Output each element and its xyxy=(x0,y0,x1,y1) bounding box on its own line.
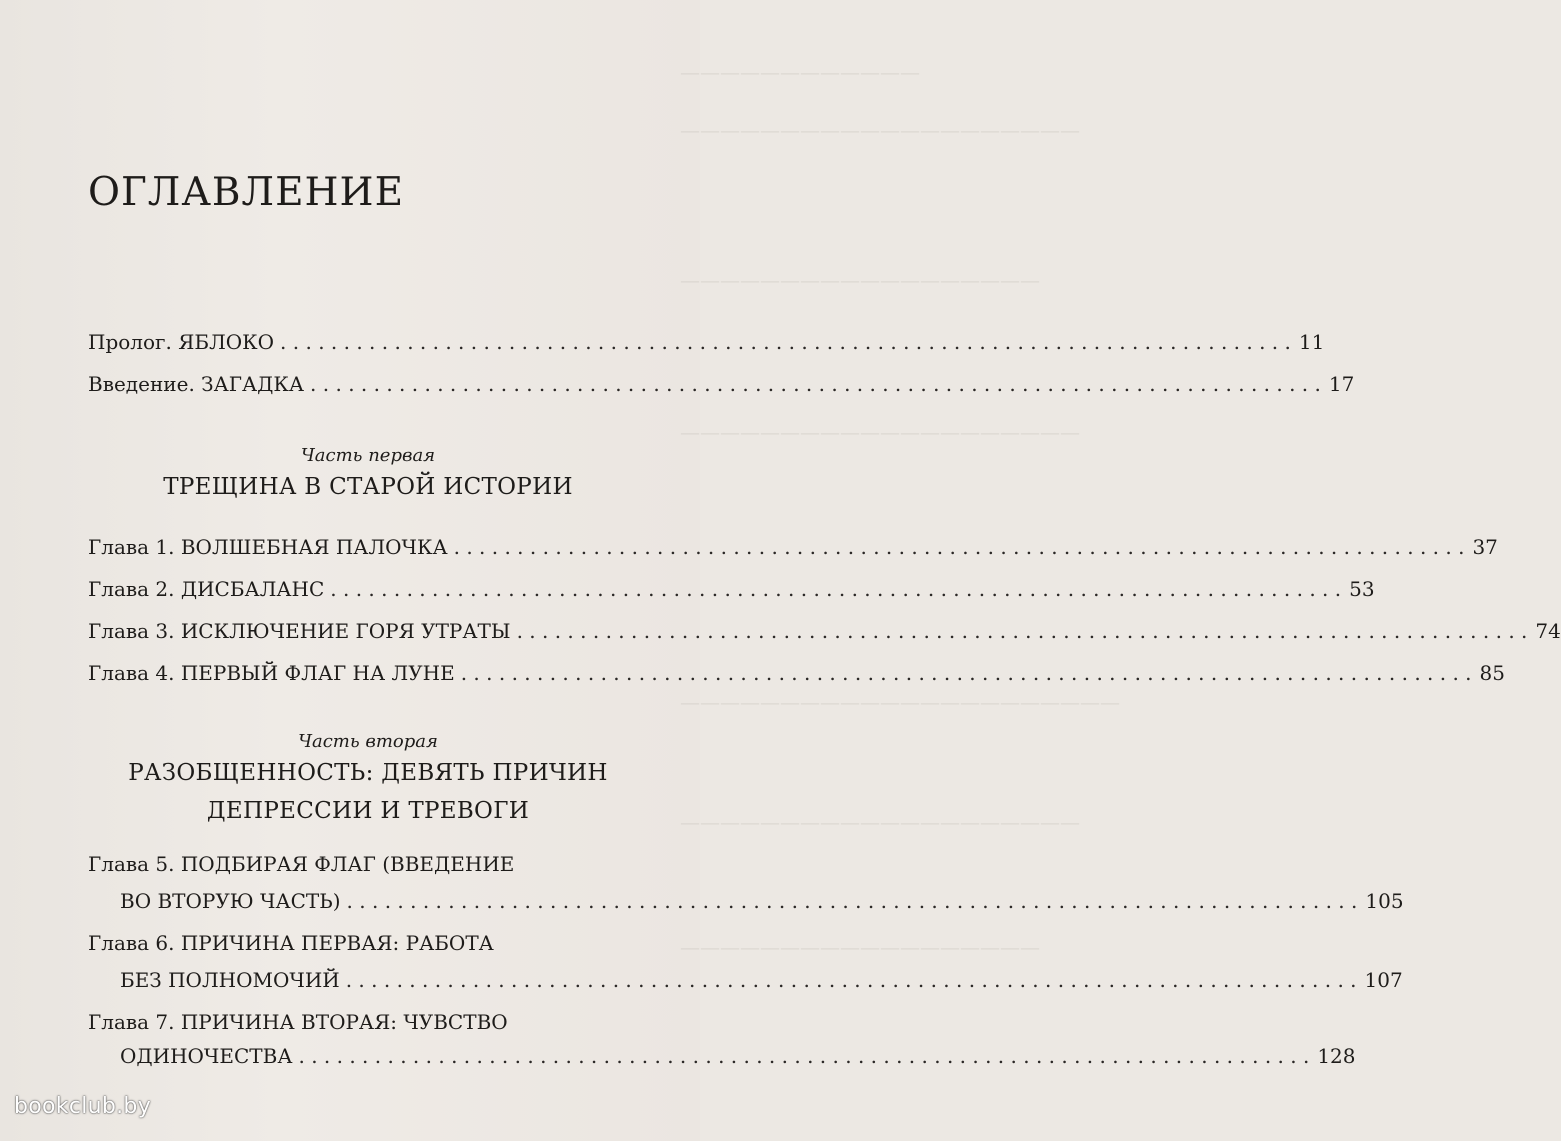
bleed-through-line: —————————————————— xyxy=(680,935,1040,959)
dot-leader xyxy=(310,372,1321,396)
bleed-through-line: ———————————— xyxy=(680,60,920,84)
toc-page-number: 17 xyxy=(1328,372,1355,396)
dot-leader xyxy=(461,661,1472,685)
toc-entry-label: Глава 2. ДИСБАЛАНС xyxy=(88,577,325,601)
toc-entry-chapter-5[interactable] xyxy=(120,889,1404,913)
part-two-label: Часть вторая xyxy=(298,731,438,752)
toc-page-number: 107 xyxy=(1364,968,1403,992)
dot-leader xyxy=(298,1044,1309,1068)
toc-entry-label: БЕЗ ПОЛНОМОЧИЙ xyxy=(120,968,340,992)
bleed-through-line: ———————————————————— xyxy=(680,118,1080,142)
page-title: ОГЛАВЛЕНИЕ xyxy=(88,170,405,215)
toc-page-number: 11 xyxy=(1298,330,1325,354)
toc-entry-chapter-7[interactable] xyxy=(120,1044,1356,1068)
bleed-through-line: —————————————————— xyxy=(680,268,1040,292)
toc-entry-label: Введение. ЗАГАДКА xyxy=(88,372,305,396)
toc-entry-label: Глава 4. ПЕРВЫЙ ФЛАГ НА ЛУНЕ xyxy=(88,661,455,685)
toc-entry-chapter-1[interactable] xyxy=(88,535,1498,559)
toc-entry-chapter-2[interactable] xyxy=(88,577,1375,601)
dot-leader xyxy=(330,577,1341,601)
toc-page-number: 128 xyxy=(1317,1044,1356,1068)
toc-entry-chapter-5-line-1[interactable]: Глава 5. ПОДБИРАЯ ФЛАГ (ВВЕДЕНИЕ xyxy=(88,852,515,876)
dot-leader xyxy=(347,889,1358,913)
part-two-title-line-2: ДЕПРЕССИИ И ТРЕВОГИ xyxy=(206,798,530,824)
toc-entry-chapter-3[interactable] xyxy=(88,619,1561,643)
toc-entry-chapter-7-line-1[interactable]: Глава 7. ПРИЧИНА ВТОРАЯ: ЧУВСТВО xyxy=(88,1010,508,1034)
toc-entry-label: Пролог. ЯБЛОКО xyxy=(88,330,275,354)
toc-page-number: 37 xyxy=(1472,535,1498,559)
dot-leader xyxy=(346,968,1357,992)
toc-entry-chapter-6[interactable] xyxy=(120,968,1403,992)
toc-entry-chapter-4[interactable] xyxy=(88,661,1505,685)
part-one-label: Часть первая xyxy=(300,445,436,466)
bleed-through-line: ———————————————————— xyxy=(680,810,1080,834)
bleed-through-line: ———————————————————— xyxy=(680,420,1080,444)
part-two-title-line-1: РАЗОБЩЕННОСТЬ: ДЕВЯТЬ ПРИЧИН xyxy=(128,760,608,786)
toc-entry-prologue[interactable] xyxy=(88,330,1325,354)
dot-leader xyxy=(280,330,1291,354)
toc-page-number: 74 xyxy=(1535,619,1561,643)
toc-entry-label: Глава 1. ВОЛШЕБНАЯ ПАЛОЧКА xyxy=(88,535,448,559)
dot-leader xyxy=(454,535,1465,559)
toc-entry-chapter-6-line-1[interactable]: Глава 6. ПРИЧИНА ПЕРВАЯ: РАБОТА xyxy=(88,931,494,955)
toc-page-number: 85 xyxy=(1479,661,1505,685)
toc-page-number: 53 xyxy=(1349,577,1375,601)
toc-page-number: 105 xyxy=(1365,889,1404,913)
toc-entry-introduction[interactable] xyxy=(88,372,1355,396)
part-one-title: ТРЕЩИНА В СТАРОЙ ИСТОРИИ xyxy=(163,474,573,500)
watermark-logo: bookclub.by xyxy=(14,1094,152,1119)
toc-entry-label: ОДИНОЧЕСТВА xyxy=(120,1044,293,1068)
dot-leader xyxy=(517,619,1528,643)
toc-entry-label: Глава 3. ИСКЛЮЧЕНИЕ ГОРЯ УТРАТЫ xyxy=(88,619,511,643)
toc-entry-label: ВО ВТОРУЮ ЧАСТЬ) xyxy=(120,889,341,913)
bleed-through-line: —————————————————————— xyxy=(680,690,1120,714)
